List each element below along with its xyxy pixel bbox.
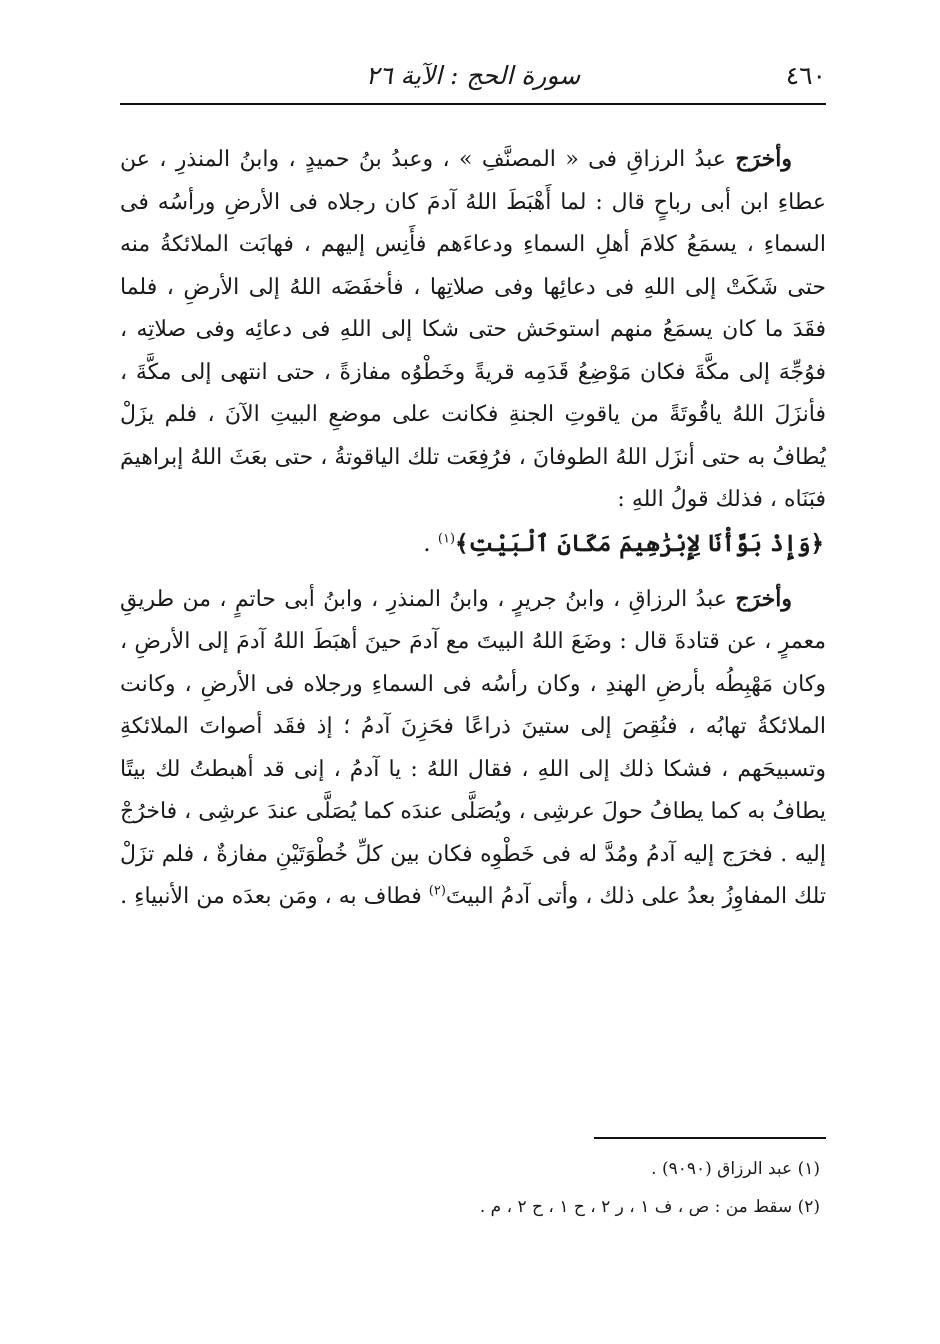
verse-end-mark: . (423, 530, 438, 557)
footnote-rule (594, 1137, 826, 1139)
paragraph-lead-word: وأخرَج (735, 585, 792, 612)
running-title: سورة الحج : الآية ٢٦ (365, 61, 581, 90)
footnote-1: (١) عبد الرزاق (٩٠٩٠) . (651, 1159, 820, 1179)
paragraph-text-end: فطاف به ، ومَن بعدَه من الأنبياءِ . (120, 884, 429, 909)
quran-verse: ﴿وَإِذْ بَوَّأْنَا لِإِبْرَٰهِيمَ مَكَانَ ٱلْبَيْتِ﴾ (455, 529, 824, 557)
quran-verse-line (120, 522, 826, 566)
page-header (120, 58, 826, 98)
page-number: ٤٦٠ (785, 61, 826, 90)
footnote-ref-2[interactable]: (٢) (428, 883, 446, 899)
main-text (120, 138, 826, 919)
paragraph-lead-word: وأخرَج (735, 146, 792, 172)
paragraph-2 (120, 578, 826, 919)
paragraph-1 (120, 138, 826, 566)
footnotes (120, 1150, 820, 1226)
header-rule (120, 103, 826, 105)
paragraph-text: عبدُ الرزاقِ فى « المصنَّفِ » ، وعبدُ بنُ حميدٍ ، وابنُ المنذرِ ، عن عطاءِ ابن أبى رباحٍ قال : لما أَهْبَطَ اللهُ آدمَ كان رجلاه فى الأرضِ ورأسُه فى السماءِ ، يسمَعُ كلامَ أهلِ السماءِ ودعاءَهم فأَنِس إليهم ، فهابَت الملائكةُ منه حتى شَكَتْ إلى اللهِ فى دعائِها وفى صلاتِها ، فأخفَضَه اللهُ إلى الأرضِ ، فلما فقَدَ ما كان يسمَعُ منهم استوحَش حتى شكا إلى اللهِ فى دعائِه وفى صلاتِه ، فوُجِّهَ إلى مكَّةَ فكان مَوْضِعُ قَدَمِه قريةً وخَطْوُه مفازةً ، حتى انتهى إلى مكَّةَ ، فأنزَلَ اللهُ ياقُوتَةً من ياقوتِ الجنةِ فكانت على موضعِ البيتِ الآنَ ، فلم يزَلْ يُطافُ به حتى أنزَل اللهُ الطوفانَ ، فرُفِعَت تلك الياقوتةُ ، حتى بعَثَ اللهُ إبراهيمَ فبَنَاه ، فذلك قولُ اللهِ : (120, 147, 826, 512)
footnote-ref-1[interactable]: (١) (437, 530, 456, 546)
paragraph-text: عبدُ الرزاقِ ، وابنُ جريرٍ ، وابنُ المنذرِ ، وابنُ أبى حاتمٍ ، من طريقِ معمرٍ ، عن قتادةَ قال : وضَعَ اللهُ البيتَ مع آدمَ حينَ أهبَطَ اللهُ آدمَ إلى الأرضِ ، وكان مَهْبِطُه بأرضِ الهندِ ، وكان رأسُه فى السماءِ ورجلاه فى الأرضِ ، وكانت الملائكةُ تهابُه ، فنُقِصَ إلى ستينَ ذراعًا فحَزِنَ آدمُ ؛ إذ فقَد أصواتَ الملائكةِ وتسبيحَهم ، فشكا ذلك إلى اللهِ ، فقال اللهُ : يا آدمُ ، إنى قد أهبطتُ لك بيتًا يطافُ به كما يطافُ حولَ عرشِى ، ويُصَلَّى عندَه كما يُصَلَّى عندَ عرشِى ، فاخرُجْ إليه . فخرَج إليه آدمُ ومُدَّ له فى خَطْوِه فكان بين كلِّ خُطْوَتَيْنِ مفازةٌ ، فلم تزَلْ تلك المفاوِزُ بعدُ على ذلك ، وأتى آدمُ البيتَ (120, 586, 826, 909)
footnote-2: (٢) سقط من : ص ، ف ١ ، ر ٢ ، ح ١ ، ح ٢ ، م . (479, 1197, 820, 1217)
